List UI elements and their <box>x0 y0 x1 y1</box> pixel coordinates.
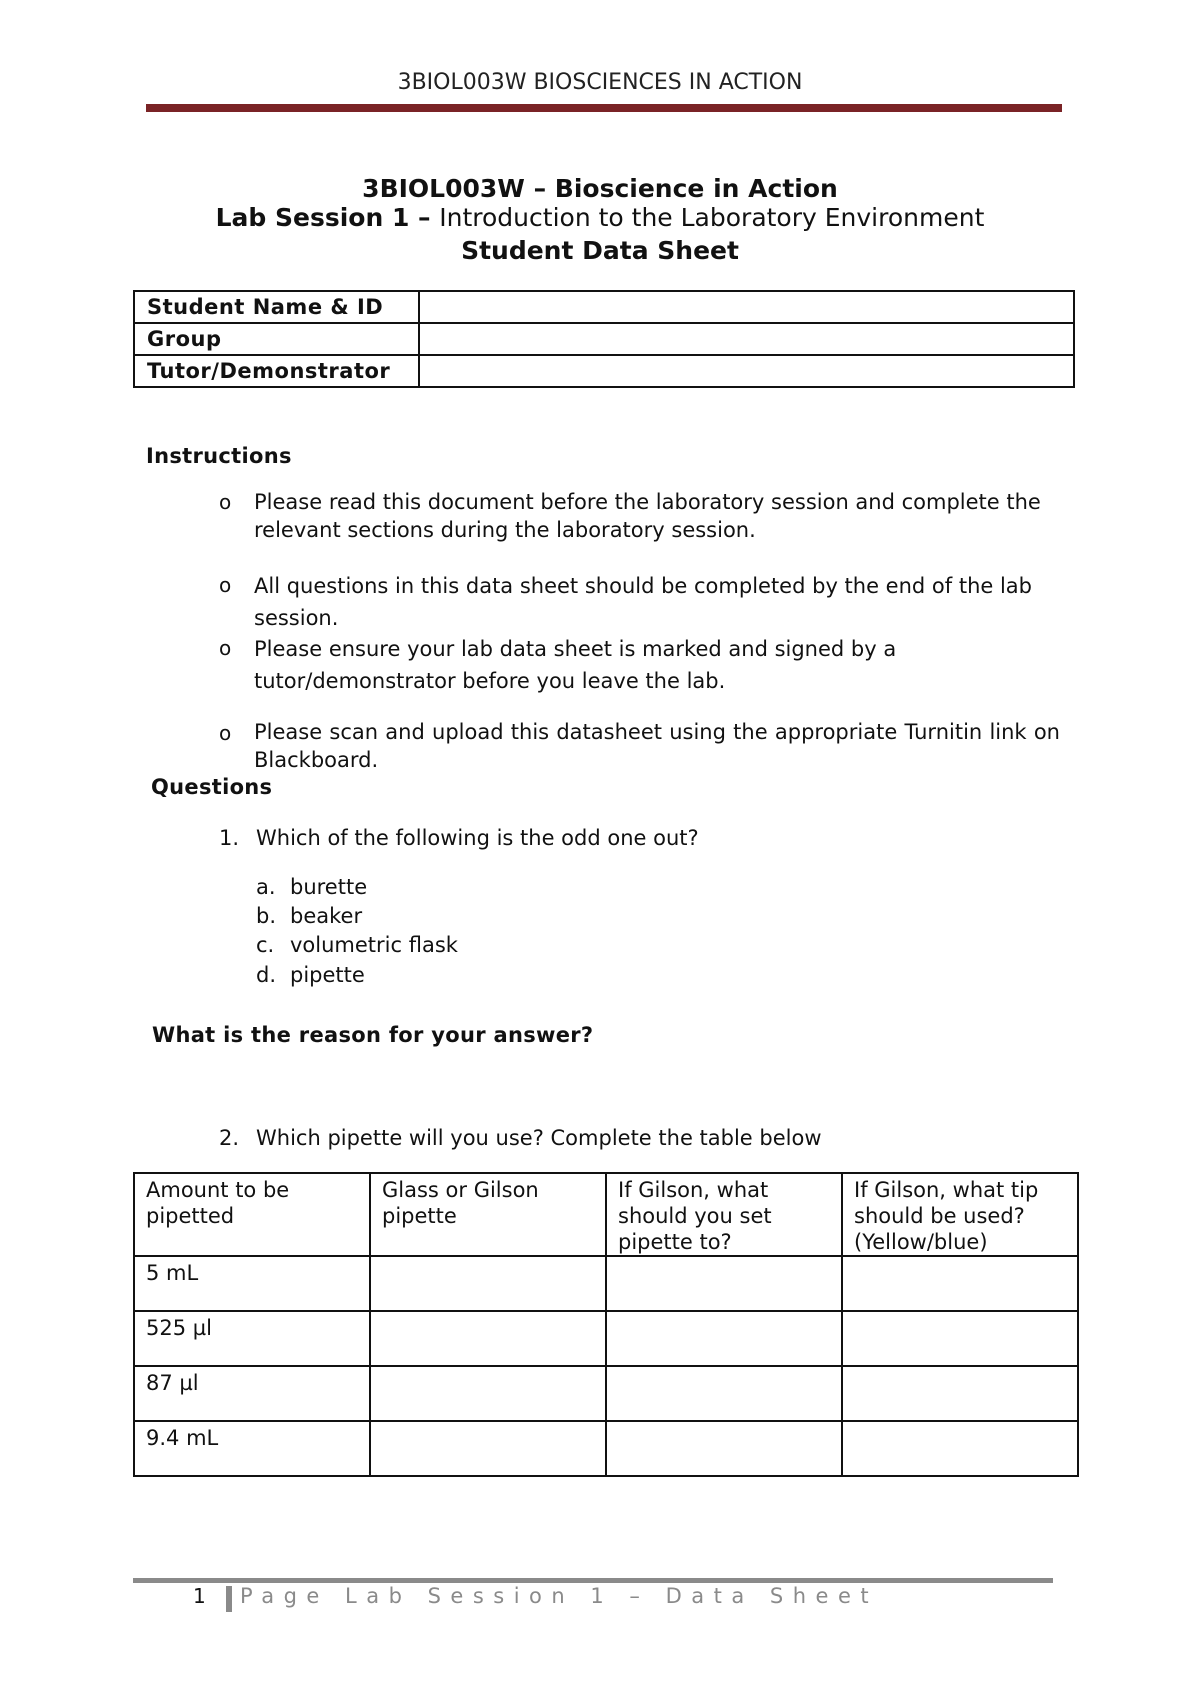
answer-cell[interactable] <box>606 1256 842 1311</box>
option-text: beaker <box>290 904 363 928</box>
table-header-row <box>134 1173 1078 1256</box>
page-number: 1 <box>193 1584 206 1608</box>
pipette-table <box>133 1172 1079 1477</box>
answer-cell[interactable] <box>370 1421 606 1476</box>
instruction-item: Please read this document before the laboratory session and complete the relevant sections during the laboratory session. <box>254 490 1041 542</box>
header-rule <box>146 104 1062 112</box>
session-label: Lab Session 1 – <box>215 203 440 232</box>
amount-cell: 525 µl <box>134 1311 370 1366</box>
answer-cell[interactable] <box>842 1421 1078 1476</box>
instruction-item: Please scan and upload this datasheet using the appropriate Turnitin link on Blackboard. <box>254 720 1060 772</box>
question-number: 2. <box>219 1126 240 1150</box>
option-letter: a. <box>256 875 276 899</box>
answer-cell[interactable] <box>370 1311 606 1366</box>
question-text: Which of the following is the odd one out? <box>256 826 699 850</box>
info-label: Tutor/Demonstrator <box>134 355 419 387</box>
column-header: If Gilson, what tip should be used? (Yellow/blue) <box>842 1173 1078 1256</box>
option-letter: b. <box>256 904 277 928</box>
answer-cell[interactable] <box>842 1311 1078 1366</box>
column-header: If Gilson, what should you set pipette to? <box>606 1173 842 1256</box>
group-field[interactable] <box>419 323 1074 355</box>
session-name: Introduction to the Laboratory Environment <box>439 203 985 232</box>
instruction-item: Please ensure your lab data sheet is marked and signed by a tutor/demonstrator before you leave the lab. <box>254 637 897 693</box>
amount-cell: 5 mL <box>134 1256 370 1311</box>
bullet-icon: o <box>219 636 232 660</box>
info-label: Group <box>134 323 419 355</box>
answer-cell[interactable] <box>606 1421 842 1476</box>
reason-prompt: What is the reason for your answer? <box>152 1023 594 1047</box>
info-row-tutor <box>134 355 1074 387</box>
bullet-icon: o <box>219 721 232 745</box>
running-header: 3BIOL003W BIOSCIENCES IN ACTION <box>397 70 803 95</box>
footer-divider <box>226 1586 232 1612</box>
answer-cell[interactable] <box>370 1366 606 1421</box>
bullet-icon: o <box>219 490 232 514</box>
answer-cell[interactable] <box>606 1366 842 1421</box>
document-title: 3BIOL003W – Bioscience in Action <box>362 174 838 203</box>
option-letter: d. <box>256 963 277 987</box>
amount-cell: 9.4 mL <box>134 1421 370 1476</box>
answer-cell[interactable] <box>842 1366 1078 1421</box>
student-name-field[interactable] <box>419 291 1074 323</box>
questions-heading: Questions <box>151 775 273 799</box>
table-row <box>134 1366 1078 1421</box>
option-text: pipette <box>290 963 365 987</box>
instruction-item: All questions in this data sheet should be completed by the end of the lab session. <box>254 574 1033 630</box>
footer-rule <box>133 1578 1053 1583</box>
table-row <box>134 1421 1078 1476</box>
instructions-heading: Instructions <box>146 444 292 468</box>
bullet-icon: o <box>219 573 232 597</box>
column-header: Glass or Gilson pipette <box>370 1173 606 1256</box>
option-text: volumetric flask <box>290 933 458 957</box>
question-number: 1. <box>219 826 240 850</box>
question-text: Which pipette will you use? Complete the table below <box>256 1126 822 1150</box>
table-row <box>134 1256 1078 1311</box>
sheet-title: Student Data Sheet <box>461 236 739 265</box>
option-text: burette <box>290 875 368 899</box>
info-label: Student Name & ID <box>134 291 419 323</box>
footer-text: Page Lab Session 1 – Data Sheet <box>240 1584 879 1608</box>
table-row <box>134 1311 1078 1366</box>
answer-cell[interactable] <box>606 1311 842 1366</box>
info-row-group <box>134 323 1074 355</box>
info-row-name <box>134 291 1074 323</box>
amount-cell: 87 µl <box>134 1366 370 1421</box>
session-title <box>0 203 1200 232</box>
tutor-field[interactable] <box>419 355 1074 387</box>
option-letter: c. <box>256 933 275 957</box>
student-info-table <box>133 290 1075 388</box>
answer-cell[interactable] <box>842 1256 1078 1311</box>
column-header: Amount to be pipetted <box>134 1173 370 1256</box>
answer-cell[interactable] <box>370 1256 606 1311</box>
